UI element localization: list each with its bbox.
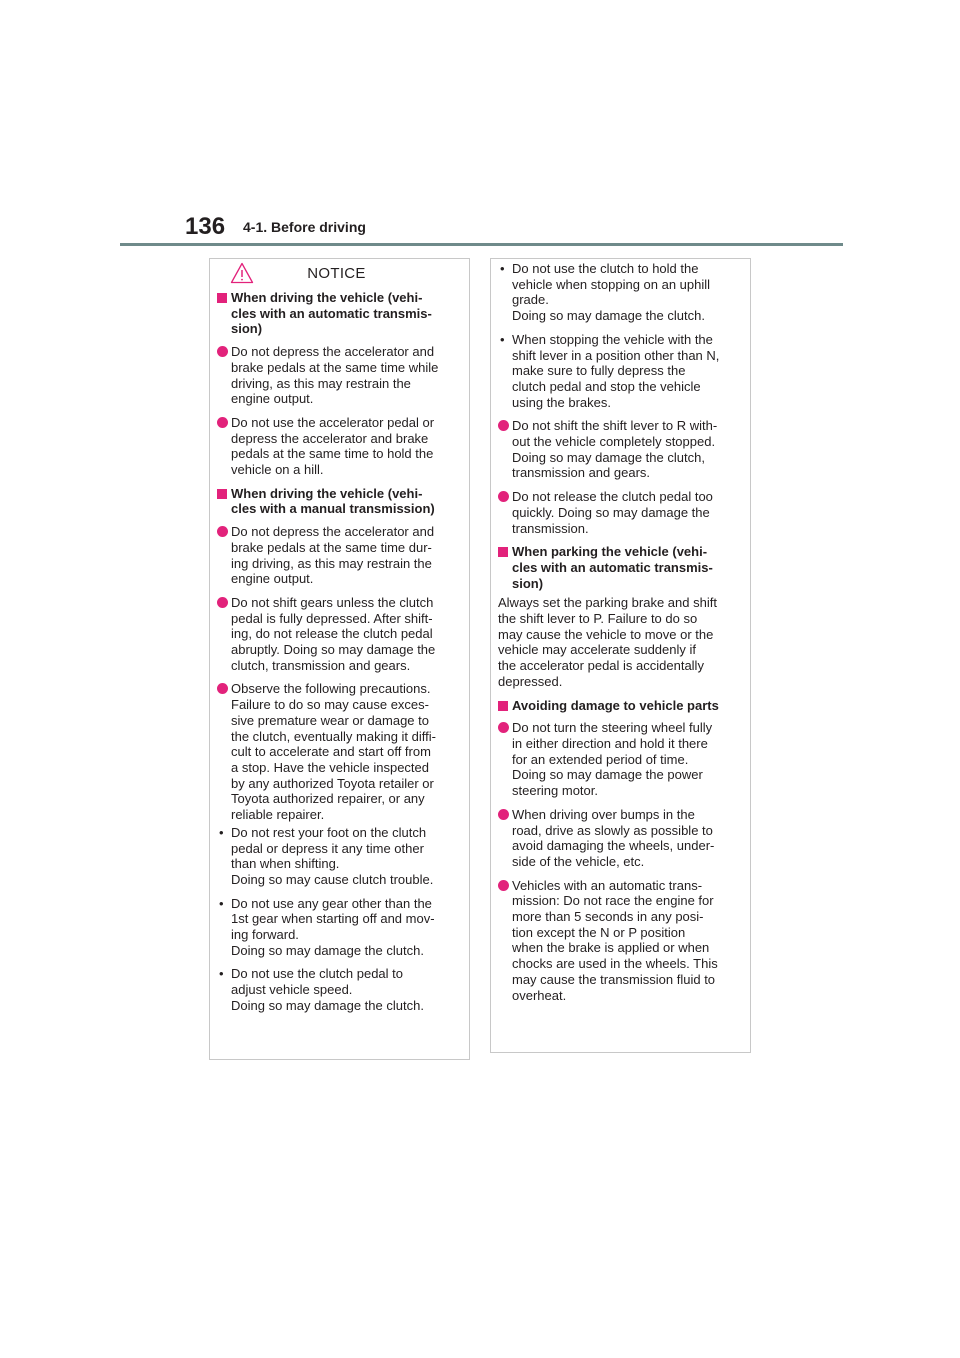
- sub-list-item: [498, 332, 740, 411]
- heading-avoiding-damage: [498, 698, 740, 714]
- heading-parking: [498, 544, 740, 591]
- dot-bullet-icon: •: [219, 824, 224, 840]
- list-item: [498, 489, 740, 536]
- notice-header: [217, 259, 456, 289]
- list-item: [498, 720, 740, 799]
- list-item-text: Do not shift the shift lever to R with- out the vehicle completely stopped. Doing so may damage the clutch, transmission and gears.: [512, 418, 718, 481]
- circle-bullet-icon: [217, 346, 228, 357]
- notice-box-right: [490, 258, 751, 1053]
- list-item-text: Do not release the clutch pedal too quickly. Doing so may damage the transmission.: [512, 489, 713, 536]
- list-item: [217, 681, 456, 822]
- list-item: [217, 595, 456, 674]
- list-item-text: Observe the following precautions. Failure to do so may cause exces- sive premature wear or damage to the clutch, eventually making it diffi- cult to accelerate and start off from a stop. Have the vehicle inspected by any authorized Toyota retailer or Toyota authorized repairer, or any reliable repairer.: [231, 681, 436, 823]
- circle-bullet-icon: [498, 491, 509, 502]
- circle-bullet-icon: [217, 597, 228, 608]
- dot-bullet-icon: •: [500, 331, 505, 347]
- sub-list-item: [217, 966, 456, 1013]
- warning-triangle-icon: [230, 262, 254, 284]
- list-item: [498, 418, 740, 481]
- heading-manual-driving: [217, 486, 456, 517]
- circle-bullet-icon: [498, 880, 509, 891]
- heading-text: When parking the vehicle (vehi- cles with an automatic transmis- sion): [512, 544, 713, 591]
- heading-text: Avoiding damage to vehicle parts: [512, 697, 719, 713]
- dot-bullet-icon: •: [219, 966, 224, 982]
- sub-list-item-text: When stopping the vehicle with the shift lever in a position other than N, make sure to fully depress the clutch pedal and stop the vehicle using the brakes.: [512, 331, 720, 410]
- circle-bullet-icon: [217, 417, 228, 428]
- square-bullet-icon: [498, 701, 508, 711]
- list-item: [217, 344, 456, 407]
- circle-bullet-icon: [498, 809, 509, 820]
- list-item: [217, 415, 456, 478]
- heading-text: When driving the vehicle (vehi- cles with an automatic transmis- sion): [231, 290, 432, 337]
- dot-bullet-icon: •: [219, 895, 224, 911]
- list-item-text: Do not use the accelerator pedal or depress the accelerator and brake pedals at the same time to hold the vehicle on a hill.: [231, 414, 435, 478]
- paragraph: Always set the parking brake and shift the shift lever to P. Failure to do so may cause the vehicle to move or the vehicle may accelerate suddenly if the accelerator pedal is accidentally depressed.: [498, 595, 717, 689]
- heading-text: When driving the vehicle (vehi- cles with a manual transmission): [231, 485, 435, 517]
- square-bullet-icon: [217, 293, 227, 303]
- sub-list-item: [498, 261, 740, 324]
- dot-bullet-icon: •: [500, 261, 505, 276]
- sub-list-item-text: Do not use any gear other than the 1st gear when starting off and mov- ing forward. Doing so may damage the clutch.: [231, 895, 435, 958]
- list-item-text: When driving over bumps in the road, drive as slowly as possible to avoid damaging the wheels, under- side of the vehicle, etc.: [512, 806, 715, 869]
- list-item-text: Do not depress the accelerator and brake pedals at the same time dur- ing driving, as this may restrain the engine output.: [231, 524, 435, 587]
- list-item-text: Do not depress the accelerator and brake pedals at the same time while driving, as this may restrain the engine output.: [231, 344, 439, 407]
- page-number: 136: [185, 213, 226, 240]
- list-item-text: Do not turn the steering wheel fully in either direction and hold it there for an extended period of time. Doing so may damage the power steering motor.: [512, 720, 713, 799]
- sub-list-item: [217, 896, 456, 959]
- list-item-text: Do not shift gears unless the clutch pedal is fully depressed. After shift- ing, do not release the clutch pedal abruptly. Doing so may damage the clutch, transmission and gears.: [231, 594, 436, 673]
- heading-automatic-driving: [217, 290, 456, 337]
- circle-bullet-icon: [498, 420, 509, 431]
- list-item-text: Vehicles with an automatic trans- mission: Do not race the engine for more than 5 seconds in any posi- tion except the N or P position when the brake is applied or when chocks are used in the wheels. This may cause the transmission fluid to overheat.: [512, 877, 718, 1003]
- sub-list-item: [217, 825, 456, 888]
- sub-list-item-text: Do not rest your foot on the clutch pedal or depress it any time other than when shifting. Doing so may cause clutch trouble.: [231, 824, 434, 887]
- circle-bullet-icon: [498, 722, 509, 733]
- square-bullet-icon: [217, 489, 227, 499]
- section-title: 4-1. Before driving: [243, 219, 366, 235]
- circle-bullet-icon: [217, 526, 228, 537]
- list-item: [498, 878, 740, 1004]
- list-item: [498, 807, 740, 870]
- square-bullet-icon: [498, 547, 508, 557]
- notice-title: NOTICE: [307, 265, 366, 282]
- header-rule: [120, 243, 843, 246]
- notice-box-left: [209, 258, 470, 1060]
- sub-list-item-text: Do not use the clutch to hold the vehicle when stopping on an uphill grade. Doing so may damage the clutch.: [512, 261, 711, 324]
- list-item: [217, 524, 456, 587]
- sub-list-item-text: Do not use the clutch pedal to adjust vehicle speed. Doing so may damage the clutch.: [231, 966, 424, 1013]
- circle-bullet-icon: [217, 683, 228, 694]
